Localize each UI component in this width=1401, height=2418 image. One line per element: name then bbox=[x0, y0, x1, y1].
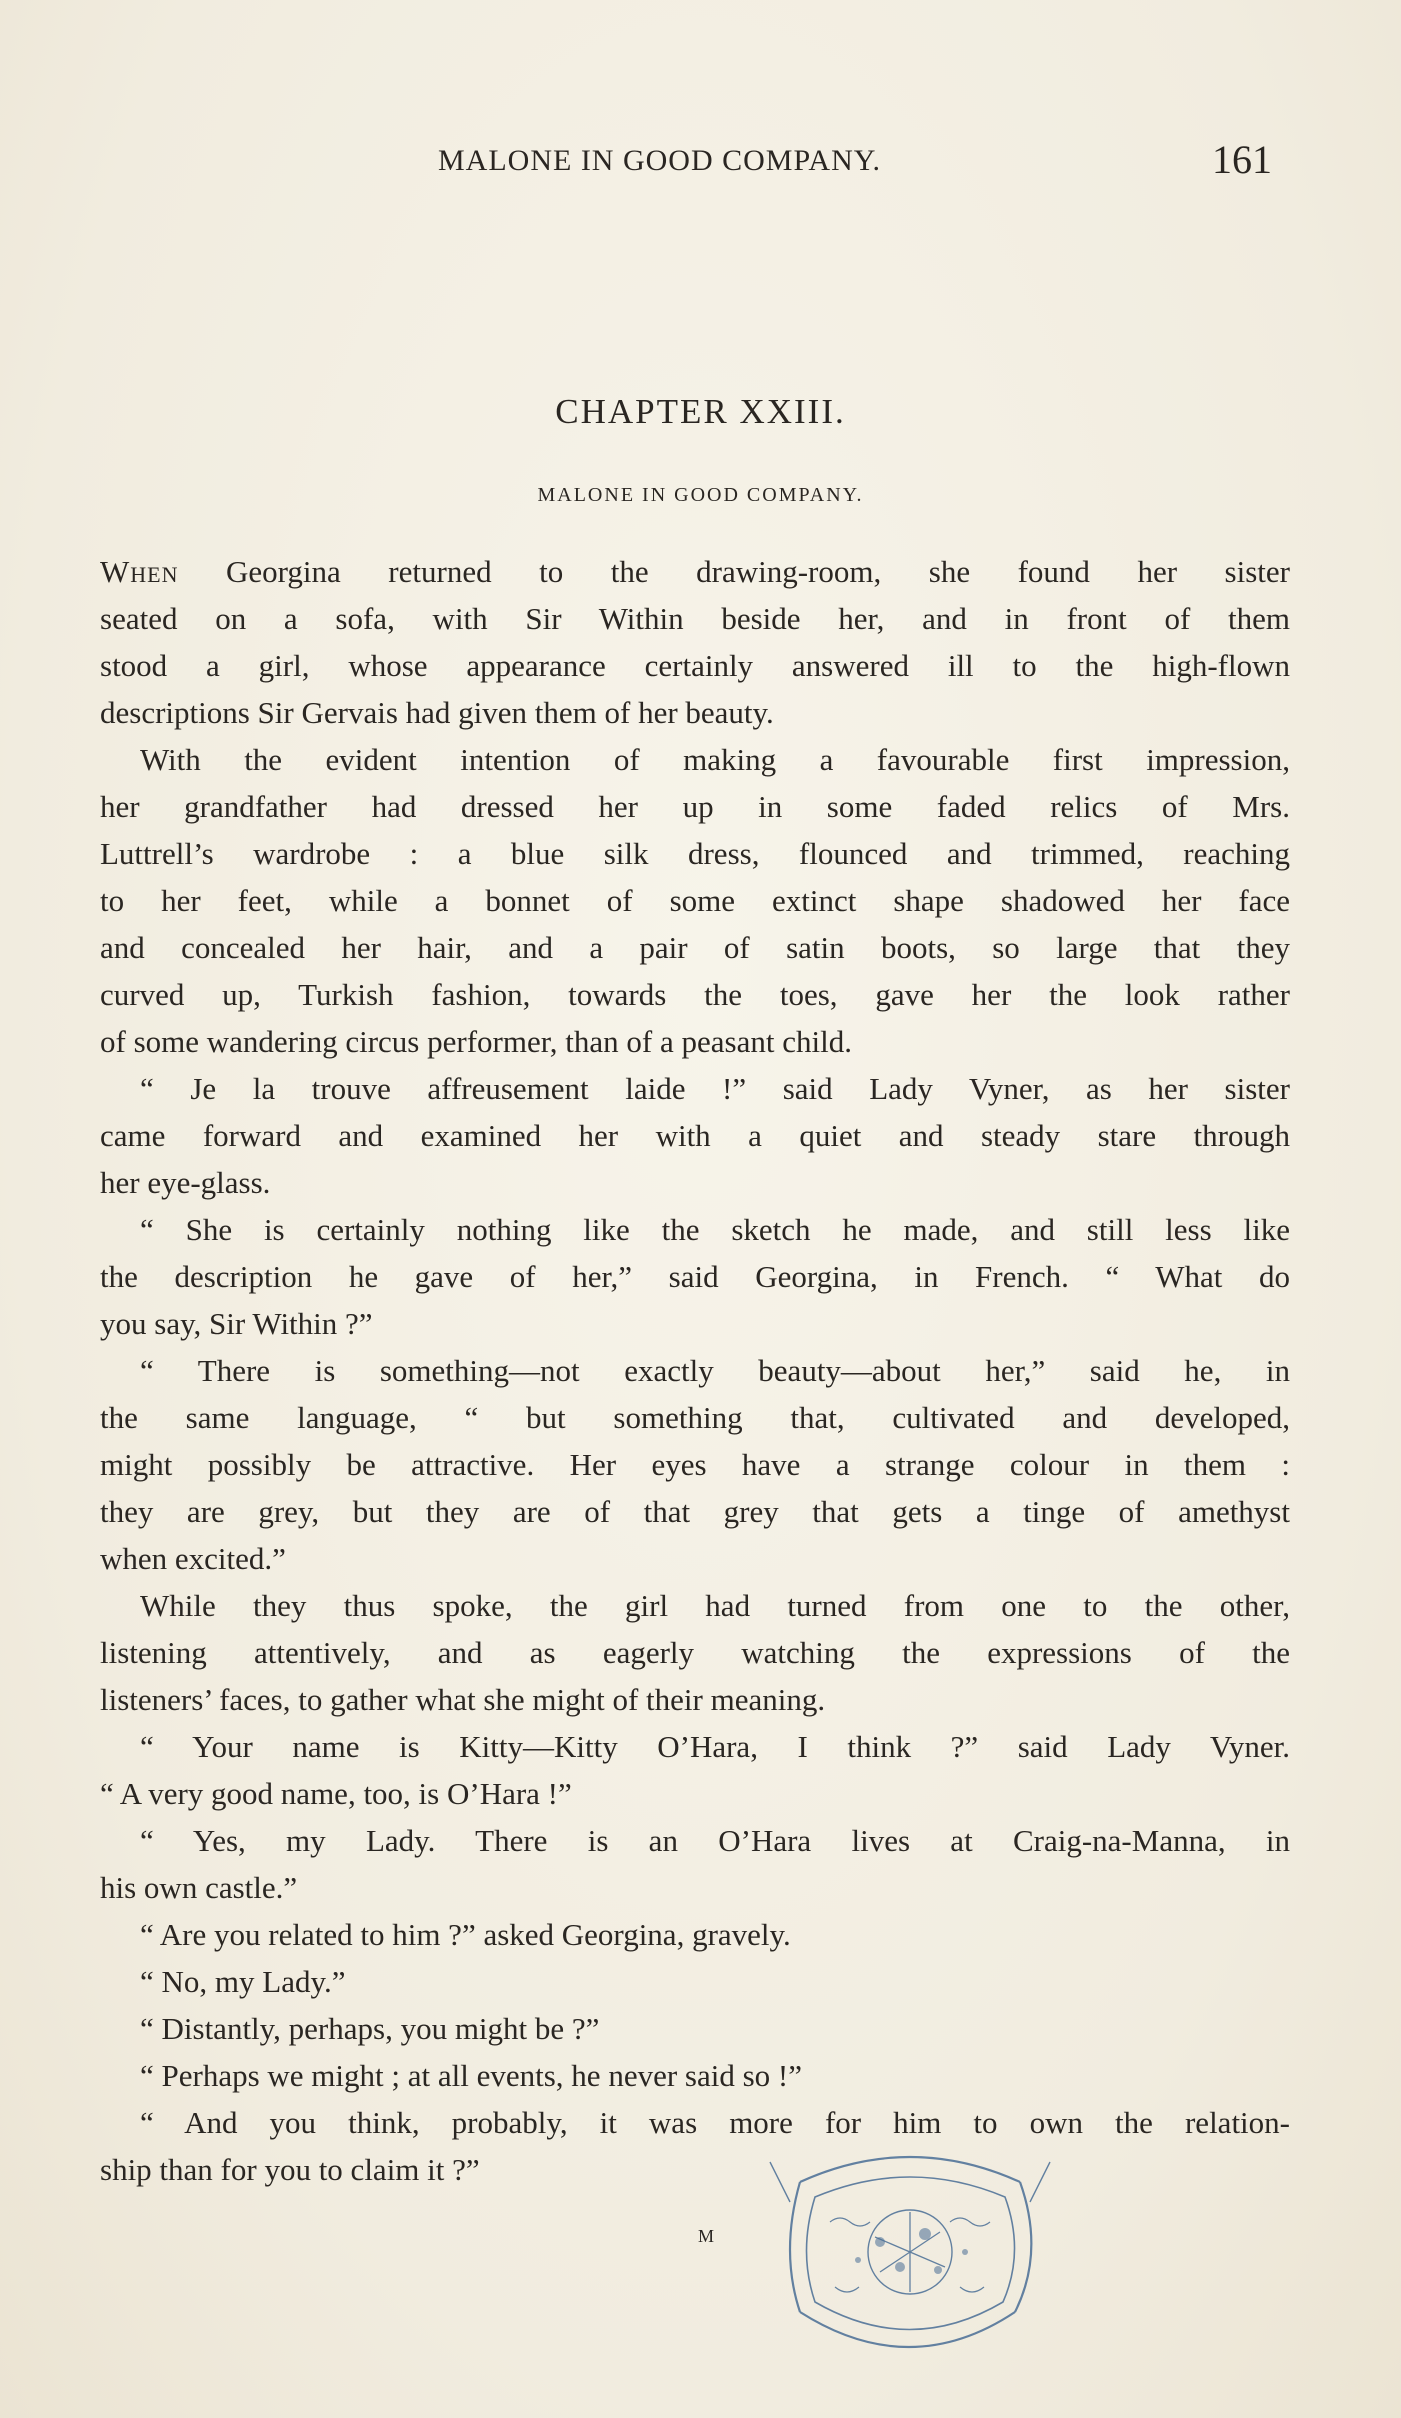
running-title: MALONE IN GOOD COMPANY. bbox=[438, 144, 882, 177]
text-line: “ There is something—not exactly beauty—about her,” said he, in bbox=[140, 1353, 1290, 1388]
drop-word: When bbox=[100, 554, 179, 589]
text-line: and concealed her hair, and a pair of satin boots, so large that they bbox=[100, 930, 1290, 965]
body-text bbox=[100, 548, 1290, 2193]
text-line: “ Your name is Kitty—Kitty O’Hara, I think ?” said Lady Vyner. bbox=[140, 1729, 1290, 1764]
text-line: With the evident intention of making a favourable first impression, bbox=[140, 742, 1290, 777]
text-line: they are grey, but they are of that grey that gets a tinge of amethyst bbox=[100, 1494, 1290, 1529]
text-line: when excited.” bbox=[100, 1541, 286, 1576]
text-line: the description he gave of her,” said Georgina, in French. “ What do bbox=[100, 1259, 1290, 1294]
text-line: listeners’ faces, to gather what she might of their meaning. bbox=[100, 1682, 826, 1717]
text-line: “ Je la trouve affreusement laide !” said Lady Vyner, as her sister bbox=[140, 1071, 1290, 1106]
text-line: his own castle.” bbox=[100, 1870, 298, 1905]
text-line: “ She is certainly nothing like the sketch he made, and still less like bbox=[140, 1212, 1290, 1247]
library-stamp-icon bbox=[760, 2142, 1060, 2372]
text-line: “ And you think, probably, it was more for him to own the relation- bbox=[140, 2105, 1290, 2140]
text-line: the same language, “ but something that, cultivated and developed, bbox=[100, 1400, 1290, 1435]
text-line: Luttrell’s wardrobe : a blue silk dress, flounced and trimmed, reaching bbox=[100, 836, 1290, 871]
text-line: “ Are you related to him ?” asked Georgina, gravely. bbox=[140, 1917, 791, 1952]
text-line: stood a girl, whose appearance certainly answered ill to the high-flown bbox=[100, 648, 1290, 683]
text-line: When Georgina returned to the drawing-room, she found her sister bbox=[100, 554, 1290, 589]
chapter-subtitle: MALONE IN GOOD COMPANY. bbox=[537, 484, 864, 506]
text-line: “ No, my Lady.” bbox=[140, 1964, 346, 1999]
text-line: of some wandering circus performer, than of a peasant child. bbox=[100, 1024, 852, 1059]
text-line: you say, Sir Within ?” bbox=[100, 1306, 373, 1341]
text-line: came forward and examined her with a quiet and steady stare through bbox=[100, 1118, 1290, 1153]
text-line: seated on a sofa, with Sir Within beside her, and in front of them bbox=[100, 601, 1290, 636]
text-line: “ Yes, my Lady. There is an O’Hara lives at Craig-na-Manna, in bbox=[140, 1823, 1290, 1858]
text-line: While they thus spoke, the girl had turned from one to the other, bbox=[140, 1588, 1290, 1623]
text-line: curved up, Turkish fashion, towards the toes, gave her the look rather bbox=[100, 977, 1290, 1012]
text-line: “ Distantly, perhaps, you might be ?” bbox=[140, 2011, 600, 2046]
text-line: descriptions Sir Gervais had given them of her beauty. bbox=[100, 695, 774, 730]
page-number: 161 bbox=[1212, 137, 1272, 182]
text-line: to her feet, while a bonnet of some extinct shape shadowed her face bbox=[100, 883, 1290, 918]
text-line: her eye-glass. bbox=[100, 1165, 271, 1200]
text-line: “ Perhaps we might ; at all events, he never said so !” bbox=[140, 2058, 802, 2093]
chapter-title: CHAPTER XXIII. bbox=[555, 392, 846, 431]
text-line: her grandfather had dressed her up in some faded relics of Mrs. bbox=[100, 789, 1290, 824]
text-line: listening attentively, and as eagerly watching the expressions of the bbox=[100, 1635, 1290, 1670]
running-head bbox=[100, 137, 1280, 182]
text-line: ship than for you to claim it ?” bbox=[100, 2152, 480, 2187]
text-line: “ A very good name, too, is O’Hara !” bbox=[100, 1776, 572, 1811]
signature-mark: M bbox=[698, 2226, 715, 2246]
text-line: might possibly be attractive. Her eyes have a strange colour in them : bbox=[100, 1447, 1290, 1482]
